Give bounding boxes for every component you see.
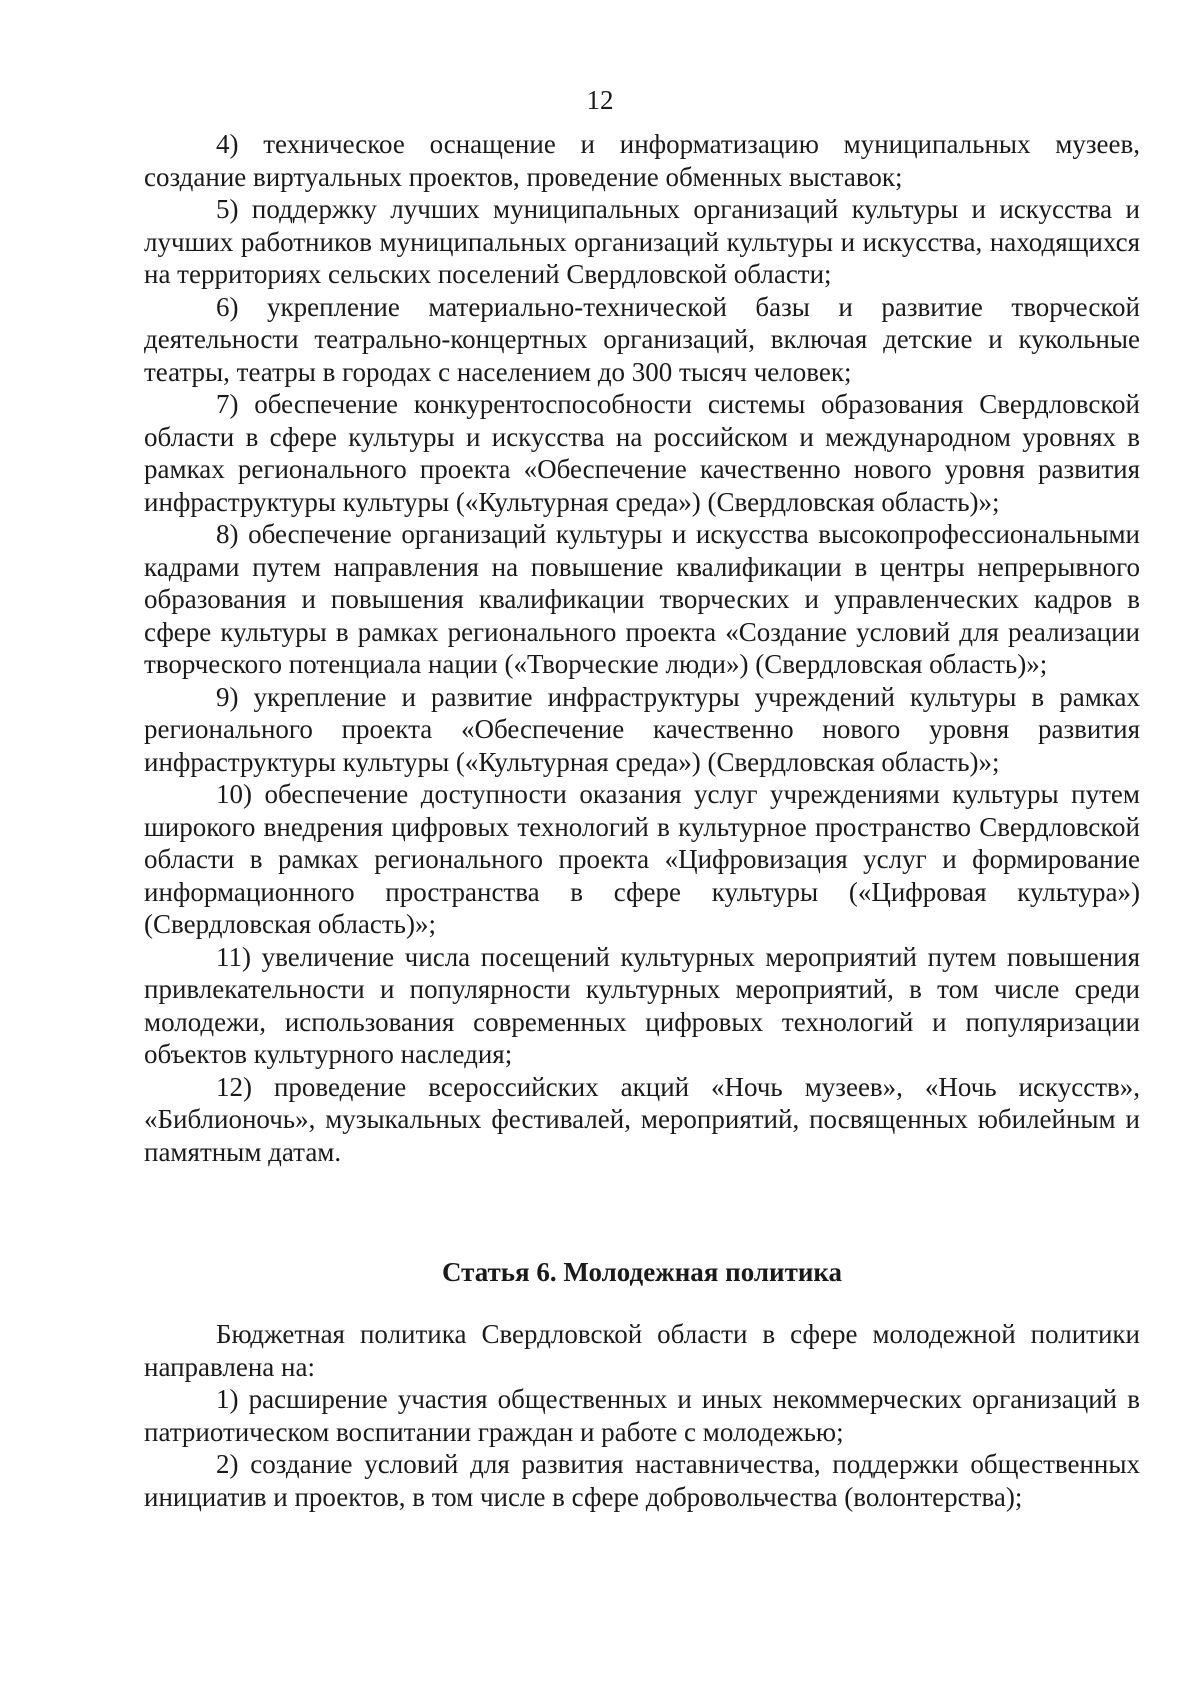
list-item-5: 5) поддержку лучших муниципальных организаций культуры и искусства и лучших работников муниципальных организаций культуры и искусства, находящихся на территориях сельских поселений Свердловской области; [144,194,1140,289]
list-item-12: 12) проведение всероссийских акций «Ночь музеев», «Ночь искусств», «Библионочь», музыкальных фестивалей, мероприятий, посвященных юбилейным и памятным датам. [144,1071,1140,1167]
list-item-8: 8) обеспечение организаций культуры и искусства высокопрофессиональными кадрами путем направления на повышение квалификации в центры непрерывного образования и повышения квалификации творческих и управленческих кадров в сфере культуры в рамках регионального проекта «Создание условий для реализации творческого потенциала нации («Творческие люди») (Свердловская область)»; [144,519,1140,679]
page-number: 12 [586,85,614,115]
article-list-item-2: 2) создание условий для развития наставничества, поддержки общественных инициатив и проектов, в том числе в сфере добровольчества (волонтерства); [144,1449,1140,1512]
culture-policy-list [144,128,1140,1168]
list-item-4: 4) техническое оснащение и информатизацию муниципальных музеев, создание виртуальных проектов, проведение обменных выставок; [144,129,1140,192]
list-item-7: 7) обеспечение конкурентоспособности системы образования Свердловской области в сфере культуры и искусства на российском и международном уровнях в рамках регионального проекта «Обеспечение качественно нового уровня развития инфраструктуры культуры («Культурная среда») (Свердловская область)»; [144,389,1140,517]
list-item-9: 9) укрепление и развитие инфраструктуры учреждений культуры в рамках регионального проекта «Обеспечение качественно нового уровня развития инфраструктуры культуры («Культурная среда») (Свердловская область)»; [144,681,1140,777]
article-heading: Статья 6. Молодежная политика [441,1257,843,1287]
youth-policy-section [144,1318,1140,1513]
article-list-item-1: 1) расширение участия общественных и иных некоммерческих организаций в патриотическом воспитании граждан и работе с молодежью; [144,1384,1140,1447]
list-item-6: 6) укрепление материально-технической базы и развитие творческой деятельности театрально-концертных организаций, включая детские и кукольные театры, театры в городах с населением до 300 тысяч человек; [144,291,1140,387]
list-item-11: 11) увеличение числа посещений культурных мероприятий путем повышения привлекательности и популярности культурных мероприятий, в том числе среди молодежи, использования современных цифровых технологий и популяризации объектов культурного наследия; [144,941,1140,1069]
list-item-10: 10) обеспечение доступности оказания услуг учреждениями культуры путем широкого внедрения цифровых технологий в культурное пространство Свердловской области в рамках регионального проекта «Цифровизация услуг и формирование информационного пространства в сфере культуры («Цифровая культура») (Свердловская область)»; [144,779,1140,939]
article-intro: Бюджетная политика Свердловской области в сфере молодежной политики направлена на: [144,1319,1140,1382]
